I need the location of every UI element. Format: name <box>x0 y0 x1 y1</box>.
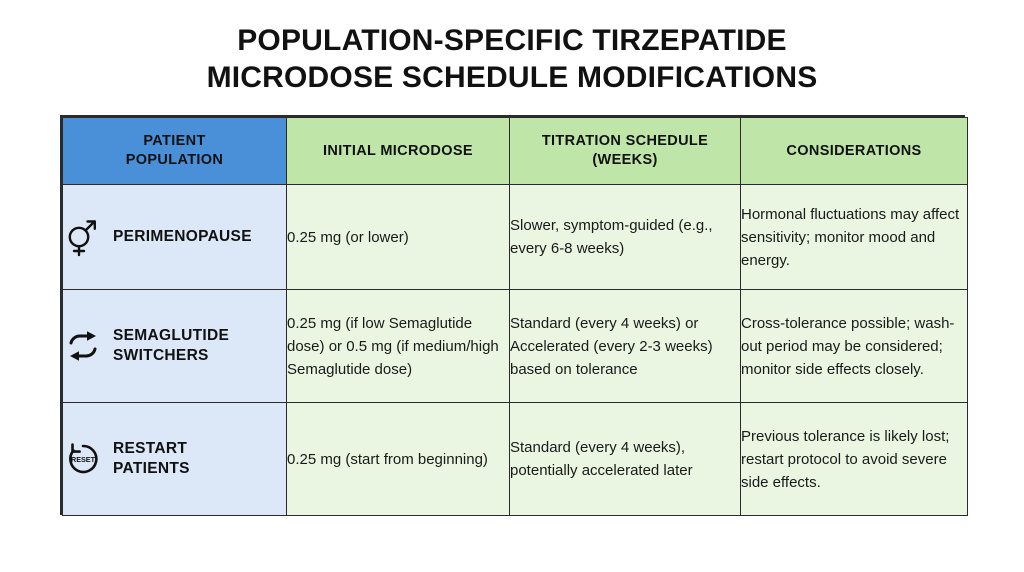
cell-initial-microdose-restart-patients <box>287 403 510 516</box>
cell-text: Slower, symptom-guided (e.g., every 6-8 weeks) <box>510 217 713 257</box>
column-header-titration-schedule-line-1: TITRATION SCHEDULE <box>541 133 709 149</box>
population-label-restart-patients-line-1: RESTART <box>113 440 188 457</box>
column-header-initial-microdose-line-1: INITIAL MICRODOSE <box>323 142 473 159</box>
column-header-titration-schedule-line-2: (WEEKS) <box>592 152 658 168</box>
column-header-titration-schedule <box>510 118 741 185</box>
table-row <box>63 185 968 290</box>
gender-combined-icon <box>63 215 103 259</box>
schedule-table-container <box>60 115 965 515</box>
cell-text: Previous tolerance is likely lost; restart protocol to avoid severe side effects. <box>741 427 950 491</box>
cell-population-semaglutide-switchers <box>63 290 287 403</box>
page-title <box>0 22 1024 96</box>
reset-icon-label: RESET <box>71 455 95 465</box>
population-label-perimenopause-line-1: PERIMENOPAUSE <box>113 228 252 245</box>
cell-considerations-semaglutide-switchers <box>741 290 968 403</box>
schedule-table <box>62 117 968 516</box>
cell-considerations-restart-patients <box>741 403 968 516</box>
column-header-considerations-line-1: CONSIDERATIONS <box>786 142 922 159</box>
table-row <box>63 290 968 403</box>
column-header-patient-population-line-1: PATIENT <box>143 133 206 149</box>
cell-population-restart-patients <box>63 403 287 516</box>
population-label-semaglutide-switchers-line-2: SWITCHERS <box>113 347 209 364</box>
cell-initial-microdose-perimenopause <box>287 185 510 290</box>
cell-text: Cross-tolerance possible; wash-out period may be considered; monitor side effects closely. <box>741 314 955 378</box>
cell-text: Standard (every 4 weeks) or Accelerated (every 2-3 weeks) based on tolerance <box>510 314 713 378</box>
cell-text: 0.25 mg (if low Semaglutide dose) or 0.5 mg (if medium/high Semaglutide dose) <box>287 314 499 378</box>
cell-titration-schedule-perimenopause <box>510 185 741 290</box>
cell-text: Hormonal fluctuations may affect sensitivity; monitor mood and energy. <box>741 205 960 269</box>
reset-circular-arrow-icon <box>63 437 103 481</box>
table-row <box>63 403 968 516</box>
swap-arrows-icon <box>63 324 103 368</box>
cell-titration-schedule-semaglutide-switchers <box>510 290 741 403</box>
population-label-restart-patients-line-2: PATIENTS <box>113 460 190 477</box>
table-header-row <box>63 118 968 185</box>
population-label-perimenopause <box>113 227 252 247</box>
cell-titration-schedule-restart-patients <box>510 403 741 516</box>
population-label-semaglutide-switchers-line-1: SEMAGLUTIDE <box>113 327 230 344</box>
page-title-line-2: MICRODOSE SCHEDULE MODIFICATIONS <box>206 61 818 94</box>
population-label-restart-patients <box>113 439 190 479</box>
cell-population-perimenopause <box>63 185 287 290</box>
population-label-semaglutide-switchers <box>113 326 229 366</box>
page-title-line-1: POPULATION-SPECIFIC TIRZEPATIDE <box>237 24 787 57</box>
cell-text: 0.25 mg (or lower) <box>287 228 409 246</box>
column-header-initial-microdose <box>287 118 510 185</box>
cell-text: Standard (every 4 weeks), potentially accelerated later <box>510 439 693 479</box>
cell-initial-microdose-semaglutide-switchers <box>287 290 510 403</box>
column-header-patient-population-line-2: POPULATION <box>125 152 224 168</box>
column-header-patient-population <box>63 118 287 185</box>
column-header-considerations <box>741 118 968 185</box>
cell-text: 0.25 mg (start from beginning) <box>287 450 488 468</box>
cell-considerations-perimenopause <box>741 185 968 290</box>
